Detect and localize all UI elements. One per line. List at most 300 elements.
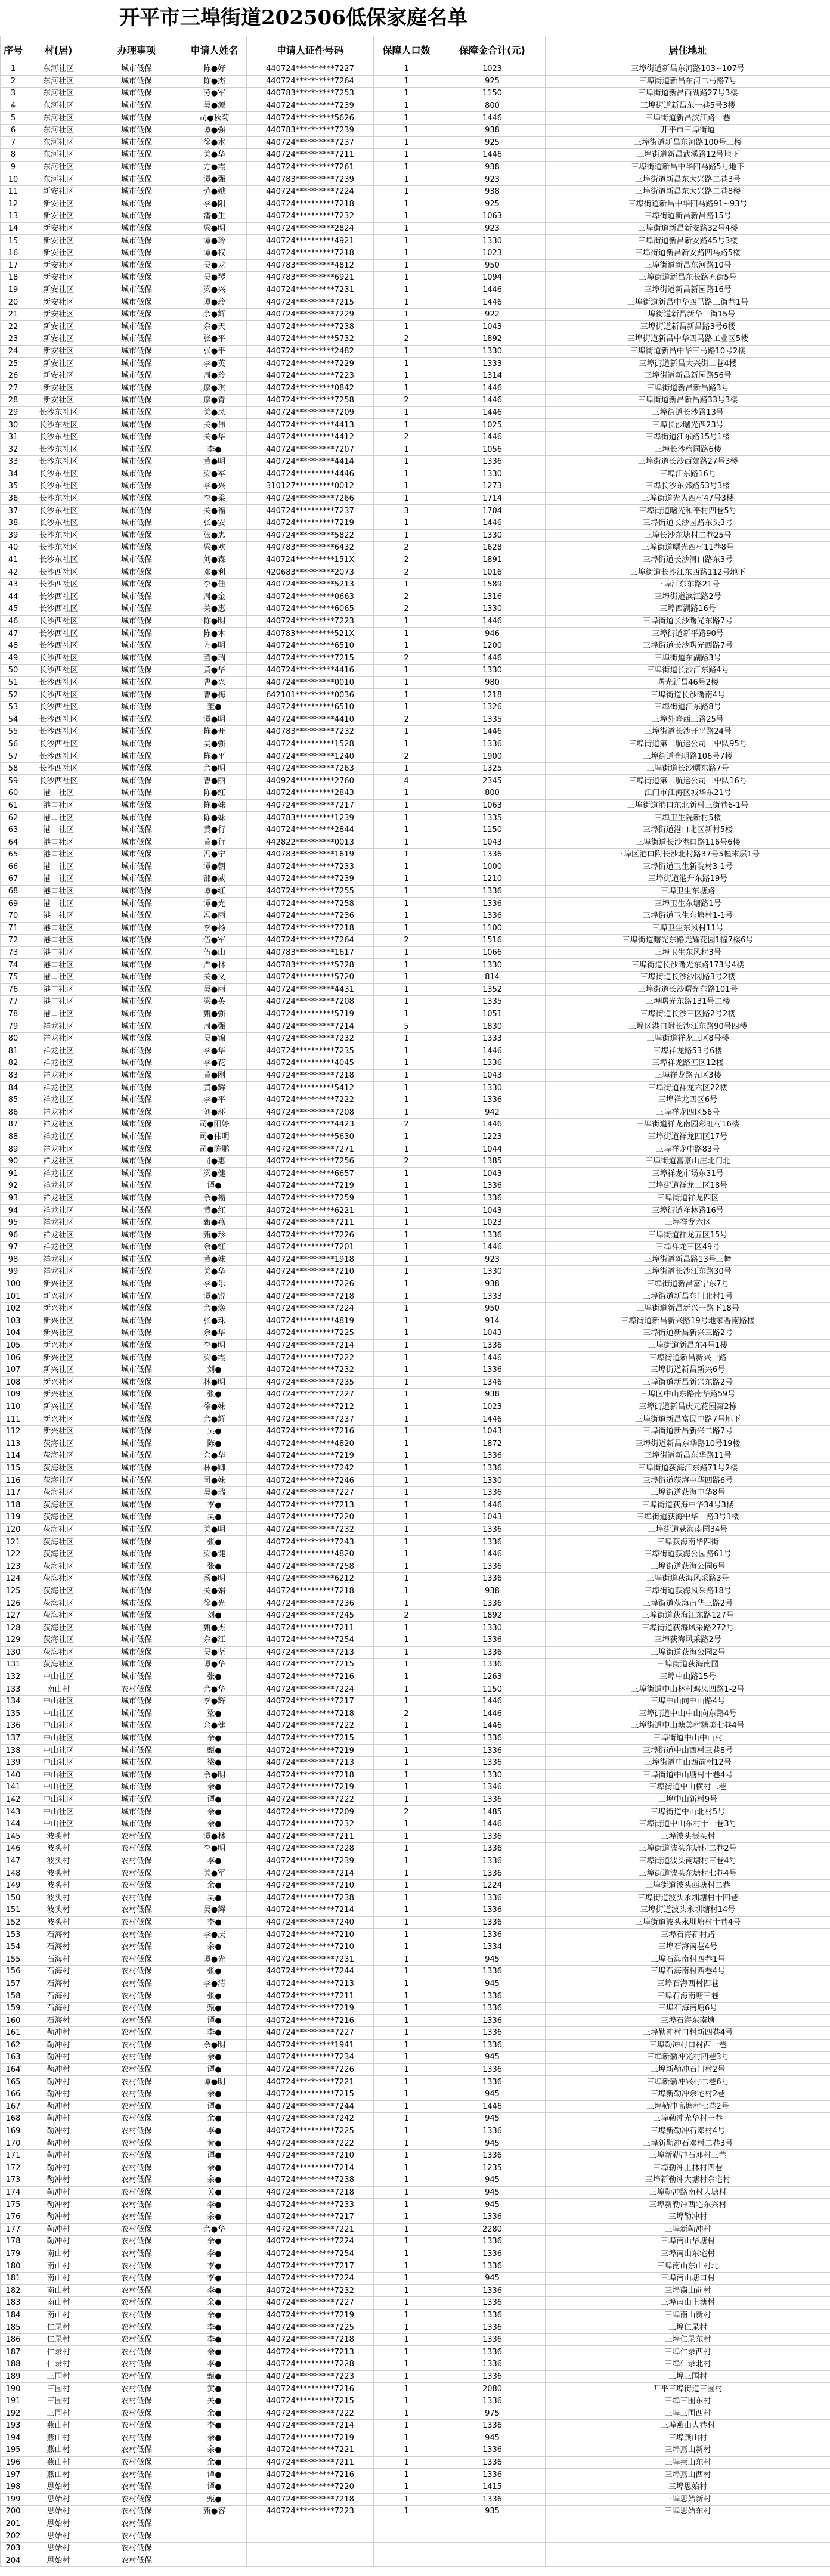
row-village: 新安社区	[26, 235, 91, 247]
row-amount	[439, 2542, 546, 2555]
row-amount: 946	[439, 628, 546, 640]
row-index: 187	[1, 2346, 26, 2358]
row-id-number: 440724**********7210	[247, 1266, 374, 1278]
row-item: 城市低保	[91, 395, 182, 407]
row-index: 76	[1, 983, 26, 996]
row-population: 1	[374, 185, 439, 198]
row-amount: 1336	[439, 1229, 546, 1242]
row-id-number: 440724**********7215	[247, 296, 374, 309]
table-row	[1, 566, 830, 579]
row-amount: 1336	[439, 849, 546, 861]
row-id-number: 440724**********7222	[247, 1720, 374, 1733]
table-row	[1, 1450, 830, 1463]
row-item: 城市低保	[91, 1057, 182, 1070]
table-row	[1, 1695, 830, 1708]
row-id-number: 440724**********7229	[247, 358, 374, 370]
row-id-number: 440724**********7218	[247, 1708, 374, 1720]
row-id-number: 440724**********7212	[247, 1401, 374, 1413]
row-population: 1	[374, 799, 439, 812]
row-index: 56	[1, 738, 26, 750]
row-item: 城市低保	[91, 321, 182, 333]
row-index: 100	[1, 1278, 26, 1290]
row-index: 1	[1, 63, 26, 76]
row-address: 三埠街道新昌武溪路12号地下	[546, 149, 830, 162]
row-amount: 1336	[439, 1659, 546, 1671]
row-village: 勒冲村	[26, 2052, 91, 2064]
row-address: 三埠街道荻海南园	[546, 1659, 830, 1671]
row-address: 三埠街道新昌中华四马路三街巷1号	[546, 296, 830, 309]
row-amount: 1330	[439, 665, 546, 677]
row-address: 三埠石海新村路	[546, 1929, 830, 1941]
row-amount: 800	[439, 100, 546, 112]
table-row	[1, 149, 830, 162]
table-row	[1, 210, 830, 223]
row-index: 4	[1, 100, 26, 112]
row-item: 城市低保	[91, 983, 182, 996]
row-index: 191	[1, 2395, 26, 2407]
table-row	[1, 578, 830, 591]
row-amount: 1336	[439, 1057, 546, 1070]
row-index: 189	[1, 2370, 26, 2383]
table-row	[1, 1008, 830, 1020]
row-amount: 1446	[439, 431, 546, 443]
row-item: 城市低保	[91, 689, 182, 702]
row-index: 186	[1, 2333, 26, 2346]
table-row	[1, 185, 830, 198]
row-address: 三埠街道卫生新院村3-1号	[546, 861, 830, 873]
table-row	[1, 2333, 830, 2346]
row-index: 97	[1, 1242, 26, 1254]
row-population: 1	[374, 1892, 439, 1904]
row-address: 三埠街道波头东塘村七巷4号	[546, 1867, 830, 1880]
row-item: 城市低保	[91, 333, 182, 346]
row-population: 2	[374, 431, 439, 443]
row-index: 160	[1, 2015, 26, 2027]
row-index: 120	[1, 1523, 26, 1536]
row-applicant: 关●	[182, 2186, 247, 2199]
row-id-number: 440724**********7216	[247, 1425, 374, 1438]
row-address: 三埠勒冲上林村四巷	[546, 2162, 830, 2174]
row-index: 82	[1, 1057, 26, 1070]
row-item: 农村低保	[91, 2162, 182, 2174]
row-amount: 1063	[439, 210, 546, 223]
row-village: 中山社区	[26, 1806, 91, 1818]
row-item: 城市低保	[91, 1438, 182, 1450]
row-population: 1	[374, 1106, 439, 1119]
table-row	[1, 1708, 830, 1720]
row-applicant: 李●平	[182, 1094, 247, 1106]
row-index: 29	[1, 406, 26, 419]
row-index: 21	[1, 308, 26, 321]
row-item: 农村低保	[91, 2493, 182, 2506]
row-index: 150	[1, 1892, 26, 1904]
row-applicant: 潘●生	[182, 210, 247, 223]
row-applicant: 李●	[182, 2199, 247, 2211]
row-amount: 945	[439, 2052, 546, 2064]
row-amount: 1330	[439, 235, 546, 247]
row-id-number: 642101**********0036	[247, 689, 374, 702]
row-index: 132	[1, 1671, 26, 1683]
row-population: 2	[374, 603, 439, 616]
row-population: 1	[374, 358, 439, 370]
table-row	[1, 2076, 830, 2088]
row-id-number: 440724**********7231	[247, 284, 374, 296]
row-index: 20	[1, 296, 26, 309]
row-amount: 1485	[439, 1806, 546, 1818]
row-address: 三埠街道新昌东大兴路二巷8楼	[546, 185, 830, 198]
row-index: 179	[1, 2248, 26, 2260]
row-amount: 1336	[439, 1843, 546, 1855]
row-id-number: 440724**********7211	[247, 1830, 374, 1843]
row-applicant: 谭●	[182, 2063, 247, 2076]
row-address: 三埠街道新昌西湖路27号3楼	[546, 88, 830, 100]
row-index: 131	[1, 1659, 26, 1671]
row-index: 17	[1, 259, 26, 272]
row-village: 新安社区	[26, 198, 91, 210]
row-applicant: 甄●珍	[182, 1229, 247, 1242]
row-village: 新兴社区	[26, 1327, 91, 1340]
table-row	[1, 63, 830, 76]
row-village: 思始村	[26, 2506, 91, 2518]
row-population: 2	[374, 1708, 439, 1720]
row-population: 1	[374, 971, 439, 983]
row-id-number: 440724**********7218	[247, 2333, 374, 2346]
row-applicant: 余●华	[182, 2223, 247, 2236]
table-row	[1, 2321, 830, 2334]
table-row	[1, 1499, 830, 1512]
table-row	[1, 812, 830, 824]
row-applicant: 冯●丽	[182, 910, 247, 922]
row-index: 190	[1, 2383, 26, 2395]
row-index: 89	[1, 1143, 26, 1156]
row-population: 1	[374, 2346, 439, 2358]
row-index: 87	[1, 1119, 26, 1131]
row-applicant: 关●华	[182, 1266, 247, 1278]
row-population: 1	[374, 2407, 439, 2420]
row-item: 城市低保	[91, 1216, 182, 1229]
row-item: 城市低保	[91, 1106, 182, 1119]
row-id-number: 440724**********7218	[247, 1585, 374, 1597]
row-id-number: 440724**********7209	[247, 1806, 374, 1818]
row-applicant: 伍●军	[182, 935, 247, 947]
row-village: 东河社区	[26, 100, 91, 112]
row-id-number: 440724**********7246	[247, 1475, 374, 1487]
row-population: 1	[374, 2174, 439, 2187]
row-population: 1	[374, 468, 439, 480]
row-index: 182	[1, 2285, 26, 2297]
row-index: 15	[1, 235, 26, 247]
row-village: 三围村	[26, 2407, 91, 2420]
row-population: 2	[374, 542, 439, 554]
row-id-number: 440724**********7211	[247, 149, 374, 162]
table-row	[1, 136, 830, 149]
table-row	[1, 308, 830, 321]
row-id-number: 440724**********2824	[247, 222, 374, 235]
row-item: 城市低保	[91, 370, 182, 382]
row-amount: 1446	[439, 406, 546, 419]
row-item: 农村低保	[91, 2223, 182, 2236]
row-applicant: 黄●	[182, 2137, 247, 2150]
row-amount: 1023	[439, 1401, 546, 1413]
row-amount: 1336	[439, 1892, 546, 1904]
row-item: 城市低保	[91, 885, 182, 898]
row-address: 三埠南山新村	[546, 2309, 830, 2321]
row-address: 三埠勒冲高塘村七巷2号	[546, 2100, 830, 2113]
row-applicant: 关●军	[182, 1867, 247, 1880]
table-row	[1, 1278, 830, 1290]
row-amount: 1446	[439, 284, 546, 296]
table-row	[1, 1364, 830, 1376]
row-village: 荻海社区	[26, 1462, 91, 1475]
row-applicant: 甄●	[182, 2370, 247, 2383]
table-row	[1, 1769, 830, 1782]
row-population: 1	[374, 210, 439, 223]
row-item: 城市低保	[91, 382, 182, 395]
row-applicant: 余●	[182, 2174, 247, 2187]
row-item: 城市低保	[91, 1609, 182, 1622]
row-population: 1	[374, 1327, 439, 1340]
row-address: 三埠祥龙中路83号	[546, 1143, 830, 1156]
row-applicant: 李●	[182, 2333, 247, 2346]
row-village: 南山村	[26, 2309, 91, 2321]
row-applicant: 刘●	[182, 1364, 247, 1376]
row-amount: 923	[439, 1253, 546, 1266]
row-address: 三埠街道祥龙三区8号楼	[546, 1032, 830, 1045]
row-applicant: 陈●开	[182, 726, 247, 738]
row-applicant: 李●明	[182, 1339, 247, 1352]
row-item: 城市低保	[91, 836, 182, 849]
row-index: 117	[1, 1486, 26, 1499]
row-index: 46	[1, 615, 26, 628]
row-village: 勒冲村	[26, 2137, 91, 2150]
row-amount: 2280	[439, 2223, 546, 2236]
table-row	[1, 1756, 830, 1769]
table-row	[1, 321, 830, 333]
row-address: 三埠街道新昌新兴东路2号	[546, 1376, 830, 1389]
row-population: 1	[374, 1573, 439, 1585]
row-population: 1	[374, 1793, 439, 1806]
row-item: 城市低保	[91, 1401, 182, 1413]
row-population: 1	[374, 1192, 439, 1205]
row-applicant: 李●	[182, 2285, 247, 2297]
row-address: 三埠街道新昌中华四马路5号地下	[546, 161, 830, 173]
row-amount: 935	[439, 2506, 546, 2518]
row-address: 三埠卫生东风村3号	[546, 946, 830, 959]
row-village: 新安社区	[26, 345, 91, 358]
header-index: 序号	[1, 36, 26, 63]
row-population: 1	[374, 1339, 439, 1352]
row-id-number: 440724**********1240	[247, 750, 374, 763]
row-index: 159	[1, 2002, 26, 2015]
row-item: 农村低保	[91, 2506, 182, 2518]
row-population: 1	[374, 1855, 439, 1867]
row-index: 51	[1, 676, 26, 689]
row-index: 53	[1, 701, 26, 713]
row-address: 三埠祥龙市场东31号	[546, 1168, 830, 1180]
row-id-number: 440724**********6510	[247, 701, 374, 713]
row-amount: 1336	[439, 1339, 546, 1352]
row-item: 城市低保	[91, 1192, 182, 1205]
row-amount: 1330	[439, 468, 546, 480]
row-item: 农村低保	[91, 1867, 182, 1880]
row-applicant: 余●	[182, 2052, 247, 2064]
row-address: 三埠街道波头西塘村二巷	[546, 1879, 830, 1892]
row-amount: 950	[439, 1302, 546, 1315]
row-population: 1	[374, 2285, 439, 2297]
row-amount: 975	[439, 2407, 546, 2420]
table-row	[1, 1253, 830, 1266]
row-applicant: 谭●	[182, 1180, 247, 1193]
row-village: 荻海社区	[26, 1634, 91, 1647]
table-row	[1, 849, 830, 861]
row-item: 城市低保	[91, 296, 182, 309]
table-row	[1, 2236, 830, 2248]
row-index: 37	[1, 505, 26, 517]
row-village: 港口社区	[26, 898, 91, 910]
row-id-number: 440783**********4812	[247, 259, 374, 272]
row-amount: 1023	[439, 1216, 546, 1229]
row-amount: 1446	[439, 1499, 546, 1512]
row-population: 1	[374, 665, 439, 677]
row-address: 三埠街道长沙江东路30号	[546, 1266, 830, 1278]
row-index: 139	[1, 1756, 26, 1769]
row-applicant: 邓●利	[182, 566, 247, 579]
row-item: 城市低保	[91, 247, 182, 259]
row-population: 1	[374, 1745, 439, 1757]
row-address: 三埠街道荻海中华一路3号1楼	[546, 1512, 830, 1524]
row-index: 3	[1, 88, 26, 100]
row-index: 35	[1, 480, 26, 493]
row-village: 石海村	[26, 1953, 91, 1966]
row-item: 城市低保	[91, 652, 182, 665]
row-village: 三围村	[26, 2383, 91, 2395]
row-id-number: 440724**********4819	[247, 1315, 374, 1327]
row-address: 三埠街道长沙河口路东3号	[546, 554, 830, 566]
row-applicant: 余●	[182, 2211, 247, 2223]
row-id-number: 440724**********4410	[247, 713, 374, 726]
row-population: 1	[374, 1597, 439, 1610]
row-item: 城市低保	[91, 1585, 182, 1597]
table-row	[1, 345, 830, 358]
row-village: 长沙东社区	[26, 554, 91, 566]
row-applicant: 汤●明	[182, 1573, 247, 1585]
row-item: 城市低保	[91, 345, 182, 358]
row-village: 新兴社区	[26, 1401, 91, 1413]
table-row	[1, 456, 830, 468]
row-item: 城市低保	[91, 726, 182, 738]
row-item: 城市低保	[91, 701, 182, 713]
row-id-number: 440724**********7238	[247, 1892, 374, 1904]
row-index: 112	[1, 1425, 26, 1438]
row-index: 83	[1, 1069, 26, 1082]
row-id-number: 440724**********7224	[247, 1302, 374, 1315]
table-row	[1, 1413, 830, 1426]
row-index: 185	[1, 2321, 26, 2334]
row-address: 三埠街道新昌庆元花园第2栋	[546, 1401, 830, 1413]
row-village: 新兴社区	[26, 1389, 91, 1401]
row-population: 1	[374, 2137, 439, 2150]
row-village: 波头村	[26, 1879, 91, 1892]
row-item: 城市低保	[91, 222, 182, 235]
row-village: 勒冲村	[26, 2100, 91, 2113]
row-amount: 1023	[439, 63, 546, 76]
row-amount: 938	[439, 1278, 546, 1290]
row-applicant: 曹●丽	[182, 775, 247, 787]
row-index: 68	[1, 885, 26, 898]
row-population: 2	[374, 395, 439, 407]
table-row	[1, 1425, 830, 1438]
row-amount: 923	[439, 173, 546, 186]
row-village: 新安社区	[26, 259, 91, 272]
row-address: 三埠街道中山东村十一巷3号	[546, 1818, 830, 1830]
row-village: 东河社区	[26, 112, 91, 125]
row-id-number: 440783**********521X	[247, 628, 374, 640]
row-applicant: 李●乐	[182, 1278, 247, 1290]
row-address: 三埠勒冲村	[546, 2211, 830, 2223]
table-row	[1, 2530, 830, 2543]
row-amount: 1336	[439, 885, 546, 898]
row-amount: 1094	[439, 272, 546, 284]
row-population: 1	[374, 1646, 439, 1659]
table-row	[1, 1720, 830, 1733]
row-applicant: 谭●光	[182, 898, 247, 910]
row-amount: 1335	[439, 996, 546, 1008]
row-item: 城市低保	[91, 946, 182, 959]
row-village: 波头村	[26, 1855, 91, 1867]
table-row	[1, 247, 830, 259]
row-address: 三埠祥龙路五区12楼	[546, 1057, 830, 1070]
row-id-number: 440724**********7264	[247, 935, 374, 947]
row-applicant: 关●福	[182, 505, 247, 517]
row-amount: 1023	[439, 247, 546, 259]
row-address: 三埠街道中山塘美村糖美七巷4号	[546, 1720, 830, 1733]
row-village: 新安社区	[26, 395, 91, 407]
row-id-number: 440724**********7219	[247, 1782, 374, 1794]
table-row	[1, 799, 830, 812]
table-row	[1, 1953, 830, 1966]
row-item: 城市低保	[91, 591, 182, 603]
row-applicant: 司●妹	[182, 1475, 247, 1487]
row-id-number: 440724**********7222	[247, 1094, 374, 1106]
table-row	[1, 762, 830, 775]
row-amount: 1330	[439, 1082, 546, 1094]
row-village: 长沙西社区	[26, 603, 91, 616]
row-applicant: 谭●光	[182, 1953, 247, 1966]
row-address: 三埠街道波头永圳塘村14号	[546, 1904, 830, 1917]
row-address: 三埠区港口附长沙江东路90号四楼	[546, 1020, 830, 1033]
row-population: 1	[374, 1352, 439, 1364]
row-population: 1	[374, 1622, 439, 1634]
row-item: 城市低保	[91, 358, 182, 370]
row-amount: 1043	[439, 1069, 546, 1082]
row-address: 三埠街道荻海风采路18号	[546, 1585, 830, 1597]
recipient-table	[0, 36, 830, 2567]
row-address: 三埠街道荻海中华34号3楼	[546, 1499, 830, 1512]
row-population: 1	[374, 922, 439, 935]
row-index: 96	[1, 1229, 26, 1242]
row-village: 荻海社区	[26, 1450, 91, 1463]
row-population: 1	[374, 628, 439, 640]
table-row	[1, 1290, 830, 1303]
row-amount: 1446	[439, 382, 546, 395]
row-applicant: 梁●兴	[182, 284, 247, 296]
row-village: 祥龙社区	[26, 1057, 91, 1070]
row-population: 1	[374, 1671, 439, 1683]
row-id-number: 440724**********7229	[247, 308, 374, 321]
row-population: 1	[374, 959, 439, 972]
table-row	[1, 2248, 830, 2260]
row-village: 港口社区	[26, 787, 91, 800]
